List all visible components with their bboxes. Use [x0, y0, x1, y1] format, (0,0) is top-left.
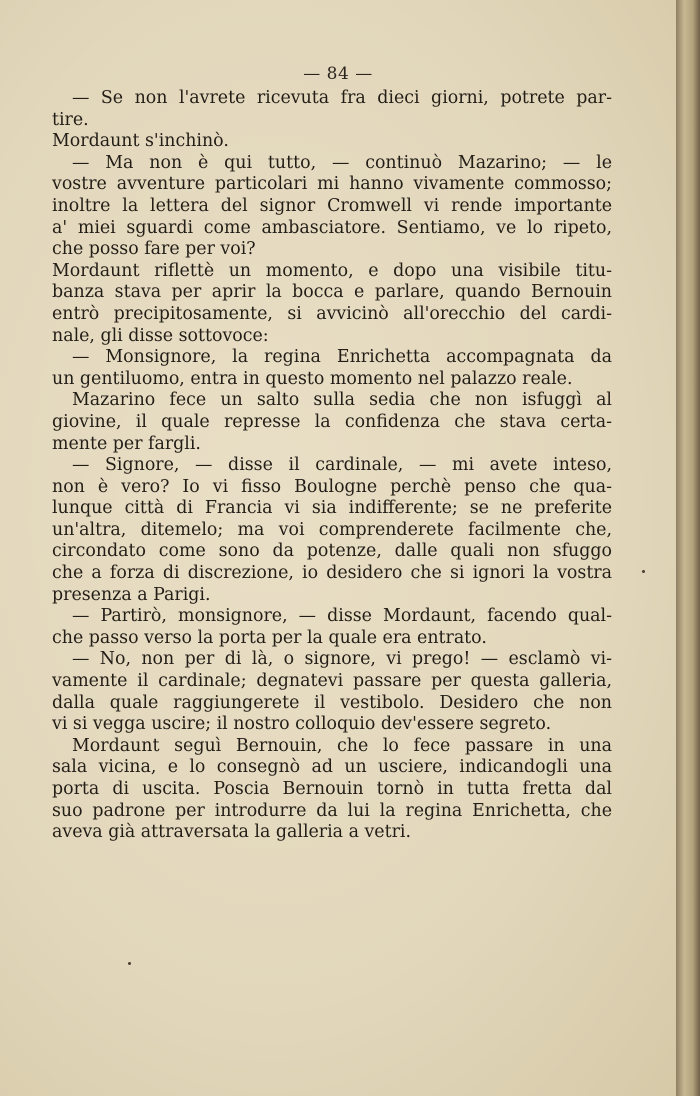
text-line: Mordaunt s'inchinò. [52, 131, 229, 152]
paper-speck [642, 570, 645, 573]
text-line: inoltre la lettera del signor Cromwell vi rende importante [52, 195, 612, 216]
text-line: Mazarino fece un salto sulla sedia che non isfuggì al [72, 390, 612, 411]
page-number: — 84 — [303, 64, 373, 84]
text-line: giovine, il quale represse la confidenza che stava certa- [52, 411, 612, 432]
text-line: un'altra, ditemelo; ma voi comprenderete facilmente che, [52, 519, 612, 540]
text-line: circondato come sono da potenze, dalle quali non sfuggo [52, 541, 612, 562]
text-line: dalla quale raggiungerete il vestibolo. Desidero che non [52, 692, 612, 713]
text-line: — Signore, — disse il cardinale, — mi avete inteso, [72, 455, 612, 476]
text-line: presenza a Parigi. [52, 584, 211, 605]
text-line: Mordaunt seguì Bernouin, che lo fece passare in una [72, 735, 612, 756]
text-line: a' miei sguardi come ambasciatore. Sentiamo, ve lo ripeto, [52, 217, 612, 238]
paper-speck [128, 962, 131, 965]
text-line: vostre avventure particolari mi hanno vivamente commosso; [52, 174, 612, 195]
text-line: tire. [52, 109, 89, 130]
text-line: non è vero? Io vi fisso Boulogne perchè penso che qua- [52, 476, 612, 497]
text-line: sala vicina, e lo consegnò ad un usciere, indicandogli una [52, 757, 612, 778]
text-line: suo padrone per introdurre da lui la regina Enrichetta, che [52, 800, 612, 821]
book-spine-edge [676, 0, 700, 1096]
text-line: — Partirò, monsignore, — disse Mordaunt, facendo qual- [72, 606, 612, 627]
text-line: — Se non l'avrete ricevuta fra dieci giorni, potrete par- [72, 88, 612, 108]
text-line: che passo verso la porta per la quale era entrato. [52, 627, 487, 648]
text-line: banza stava per aprir la bocca e parlare, quando Bernouin [52, 282, 612, 303]
text-line: porta di uscita. Poscia Bernouin tornò in tutta fretta dal [52, 779, 612, 799]
text-line: che a forza di discrezione, io desidero che si ignori la vostra [52, 563, 612, 584]
text-line: che posso fare per voi? [52, 239, 256, 260]
text-line: aveva già attraversata la galleria a vetri. [52, 822, 411, 843]
text-line: entrò precipitosamente, si avvicinò all'orecchio del cardi- [52, 303, 612, 324]
text-line: — Monsignore, la regina Enrichetta accompagnata da [72, 347, 612, 368]
text-line: Mordaunt riflettè un momento, e dopo una visibile titu- [52, 260, 612, 281]
text-line: nale, gli disse sottovoce: [52, 325, 269, 346]
text-line: vi si vegga uscire; il nostro colloquio dev'essere segreto. [52, 714, 552, 735]
text-line: — Ma non è qui tutto, — continuò Mazarino; — le [72, 152, 612, 173]
text-line: lunque città di Francia vi sia indifferente; se ne preferite [52, 498, 612, 519]
text-line: mente per fargli. [52, 433, 201, 454]
page-body-text [52, 88, 612, 844]
text-line: vamente il cardinale; degnatevi passare per questa galleria, [52, 671, 612, 692]
text-line: — No, non per di là, o signore, vi prego! — esclamò vi- [72, 649, 612, 670]
text-line: un gentiluomo, entra in questo momento nel palazzo reale. [52, 368, 573, 389]
